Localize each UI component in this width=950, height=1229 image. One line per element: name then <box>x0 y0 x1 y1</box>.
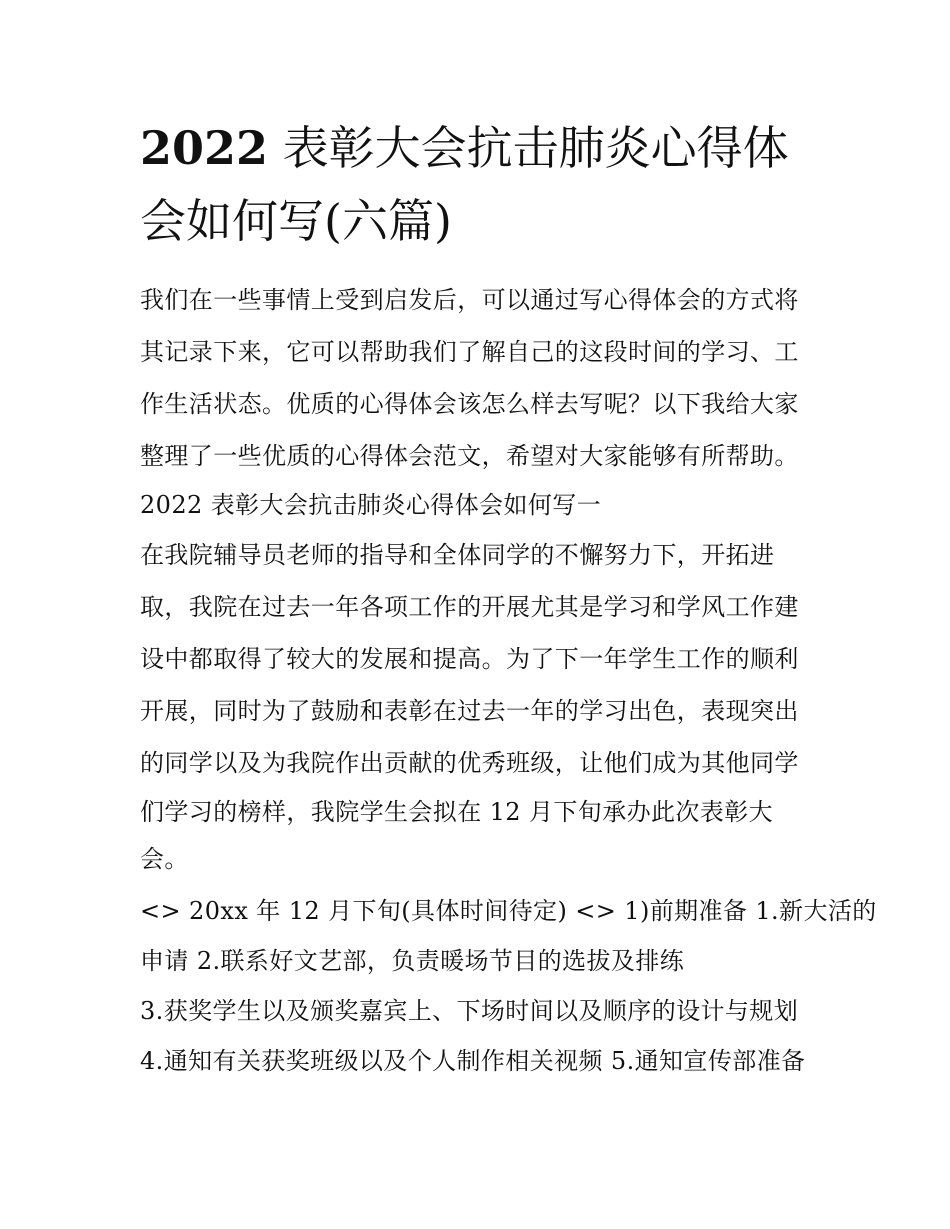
body-line-7: 取，我院在过去一年各项工作的开展尤其是学习和学风工作建 <box>140 593 799 621</box>
body-line-10: 的同学以及为我院作出贡献的优秀班级，让他们成为其他同学 <box>140 749 799 777</box>
body-line-6: 在我院辅导员老师的指导和全体同学的不懈努力下，开拓进 <box>140 541 775 569</box>
body-line-14: 申请 2.联系好文艺部，负责暖场节目的选拔及排练 <box>140 947 685 975</box>
body-line-4: 整理了一些优质的心得体会范文，希望对大家能够有所帮助。 <box>140 442 799 470</box>
body-line-9: 开展，同时为了鼓励和表彰在过去一年的学习出色，表现突出 <box>140 697 799 725</box>
document-title <box>140 112 820 258</box>
title-line-1: 2022 表彰大会抗击肺炎心得体 <box>140 121 789 175</box>
body-line-11: 们学习的榜样，我院学生会拟在 12 月下旬承办此次表彰大 <box>140 798 773 826</box>
body-line-3: 作生活状态。优质的心得体会该怎么样去写呢？以下我给大家 <box>140 390 799 418</box>
body-line-1: 我们在一些事情上受到启发后，可以通过写心得体会的方式将 <box>140 286 799 314</box>
title-line-2: 会如何写(六篇) <box>140 194 452 248</box>
body-line-8: 设中都取得了较大的发展和提高。为了下一年学生工作的顺利 <box>140 645 799 673</box>
body-line-13: <> 20xx 年 12 月下旬(具体时间待定) <> 1)前期准备 1.新大活的 <box>140 897 877 925</box>
body-line-12: 会。 <box>140 845 189 873</box>
section-heading: 2022 表彰大会抗击肺炎心得体会如何写一 <box>140 491 602 519</box>
title-year: 2022 <box>140 121 269 175</box>
body-line-15: 3.获奖学生以及颁奖嘉宾上、下场时间以及顺序的设计与规划 <box>140 997 799 1025</box>
body-line-2: 其记录下来，它可以帮助我们了解自己的这段时间的学习、工 <box>140 338 799 366</box>
body-line-16: 4.通知有关获奖班级以及个人制作相关视频 5.通知宣传部准备 <box>140 1047 806 1075</box>
